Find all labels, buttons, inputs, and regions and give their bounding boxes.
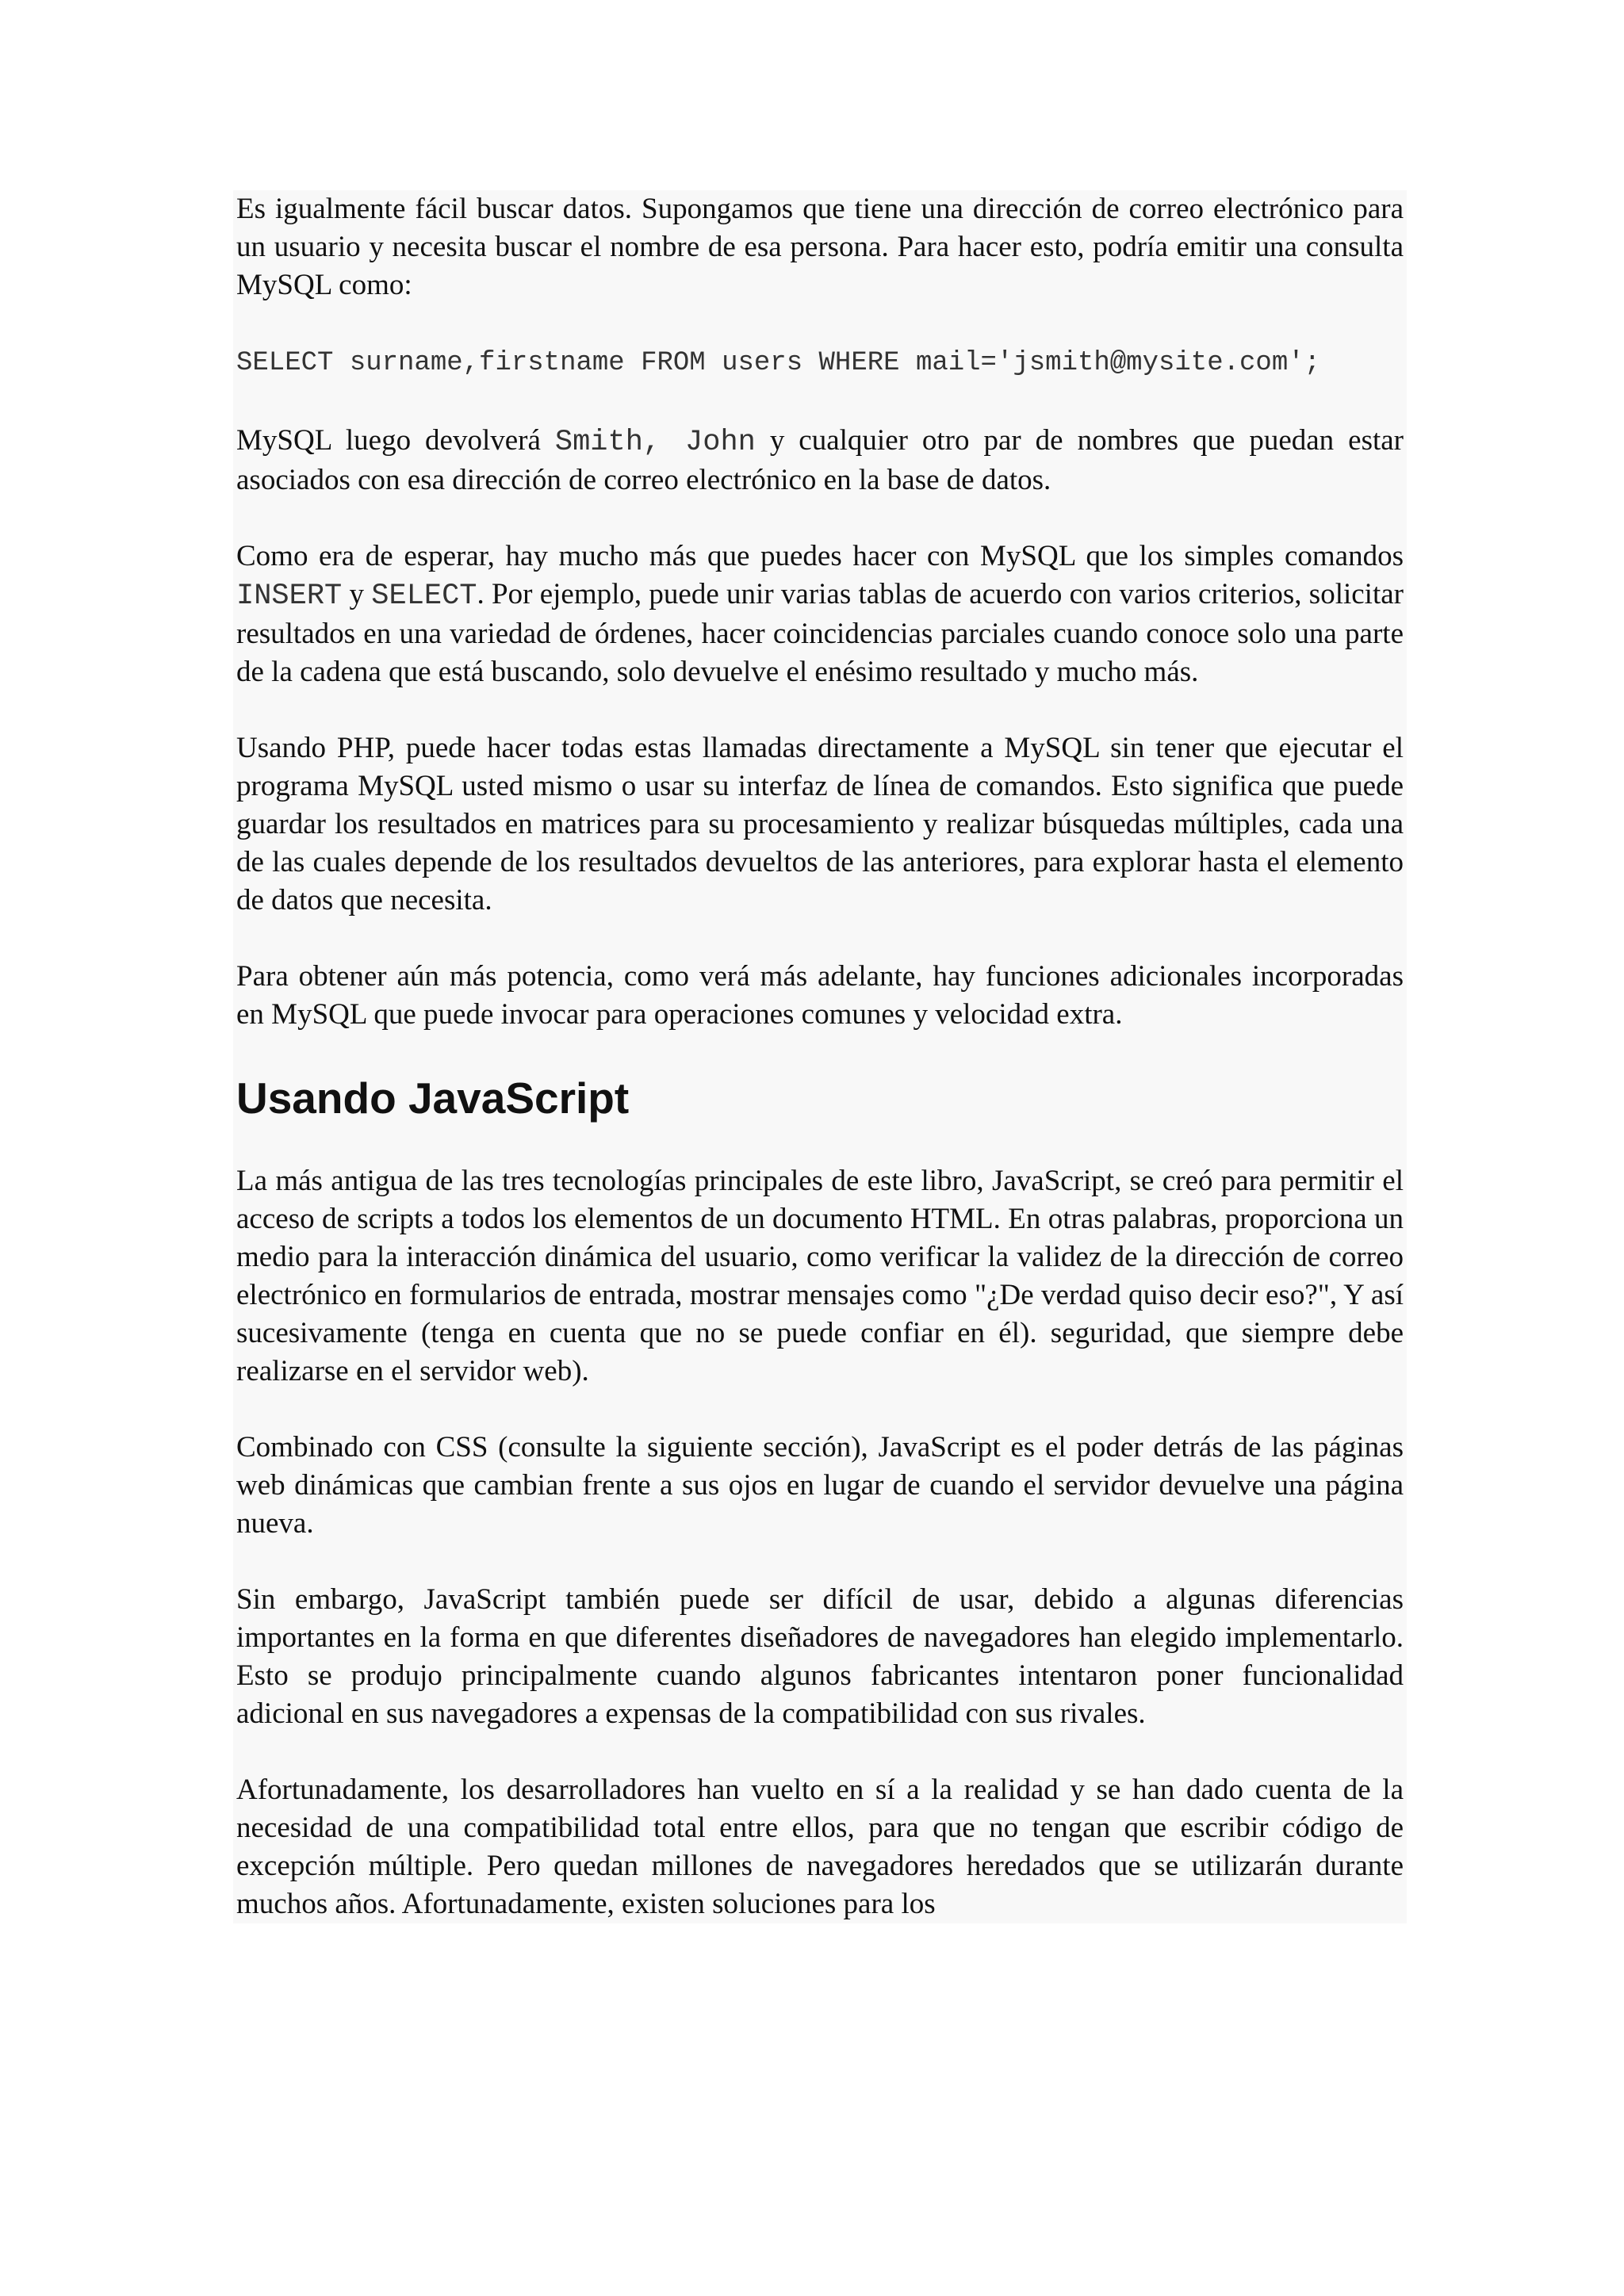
result-text-before: MySQL luego devolverá bbox=[236, 424, 555, 457]
capabilities-text-2: y bbox=[342, 578, 372, 610]
capabilities-text-3: . Por ejemplo, puede unir varias tablas de acuerdo con varios criterios, solicitar resultados en una variedad de órdenes, hacer coincidencias parciales cuando conoce solo una parte de la cadena que está buscando, solo devuelve el enésimo resultado y mucho más. bbox=[236, 578, 1404, 688]
insert-inline-code: INSERT bbox=[236, 580, 343, 613]
select-inline-code: SELECT bbox=[371, 580, 477, 613]
intro-paragraph: Es igualmente fácil buscar datos. Supongamos que tiene una dirección de correo electrónico para un usuario y necesita buscar el nombre de esa persona. Para hacer esto, podría emitir una consulta MySQL como: bbox=[236, 193, 1404, 301]
js-paragraph-2: Combinado con CSS (consulte la siguiente sección), JavaScript es el poder detrás de las páginas web dinámicas que cambian frente a sus ojos en lugar de cuando el servidor devuelve una página nueva. bbox=[236, 1431, 1404, 1540]
js-paragraph-1: La más antigua de las tres tecnologías principales de este libro, JavaScript, se creó para permitir el acceso de scripts a todos los elementos de un documento HTML. En otras palabras, proporciona un medio para la interacción dinámica del usuario, como verificar la validez de la dirección de correo electrónico en formularios de entrada, mostrar mensajes como "¿De verdad quiso decir eso?", Y así sucesivamente (tenga en cuenta que no se puede confiar en él). seguridad, que siempre debe realizarse en el servidor web). bbox=[236, 1165, 1404, 1387]
sql-query-example: SELECT surname,firstname FROM users WHERE mail='jsmith@mysite.com'; bbox=[236, 348, 1321, 378]
mysql-capabilities-paragraph bbox=[236, 538, 1404, 691]
result-text-after: y cualquier otro par de nombres que puedan estar asociados con esa dirección de correo electrónico en la base de datos. bbox=[236, 424, 1404, 496]
js-paragraph-4: Afortunadamente, los desarrolladores han vuelto en sí a la realidad y se han dado cuenta de la necesidad de una compatibilidad total entre ellos, para que no tengan que escribir código de excepción múltiple. Pero quedan millones de navegadores heredados que se utilizarán durante muchos años. Afortunadamente, existen soluciones para los bbox=[236, 1774, 1404, 1920]
js-paragraph-3: Sin embargo, JavaScript también puede ser difícil de usar, debido a algunas diferencias importantes en la forma en que diferentes diseñadores de navegadores han elegido implementarlo. Esto se produjo principalmente cuando algunos fabricantes intentaron poner funcionalidad adicional en sus navegadores a expensas de la compatibilidad con sus rivales. bbox=[236, 1583, 1404, 1730]
section-heading: Usando JavaScript bbox=[236, 1073, 630, 1123]
result-paragraph bbox=[236, 422, 1404, 499]
result-inline-code: Smith, John bbox=[554, 426, 756, 459]
page-content bbox=[233, 190, 1407, 1923]
php-paragraph: Usando PHP, puede hacer todas estas llamadas directamente a MySQL sin tener que ejecutar el programa MySQL usted mismo o usar su interfaz de línea de comandos. Esto significa que puede guardar los resultados en matrices para su procesamiento y realizar búsquedas múltiples, cada una de las cuales depende de los resultados devueltos de las anteriores, para explorar hasta el elemento de datos que necesita. bbox=[236, 732, 1404, 916]
capabilities-text-1: Como era de esperar, hay mucho más que puedes hacer con MySQL que los simples comandos bbox=[236, 540, 1404, 572]
functions-paragraph: Para obtener aún más potencia, como verá más adelante, hay funciones adicionales incorporadas en MySQL que puede invocar para operaciones comunes y velocidad extra. bbox=[236, 960, 1404, 1031]
